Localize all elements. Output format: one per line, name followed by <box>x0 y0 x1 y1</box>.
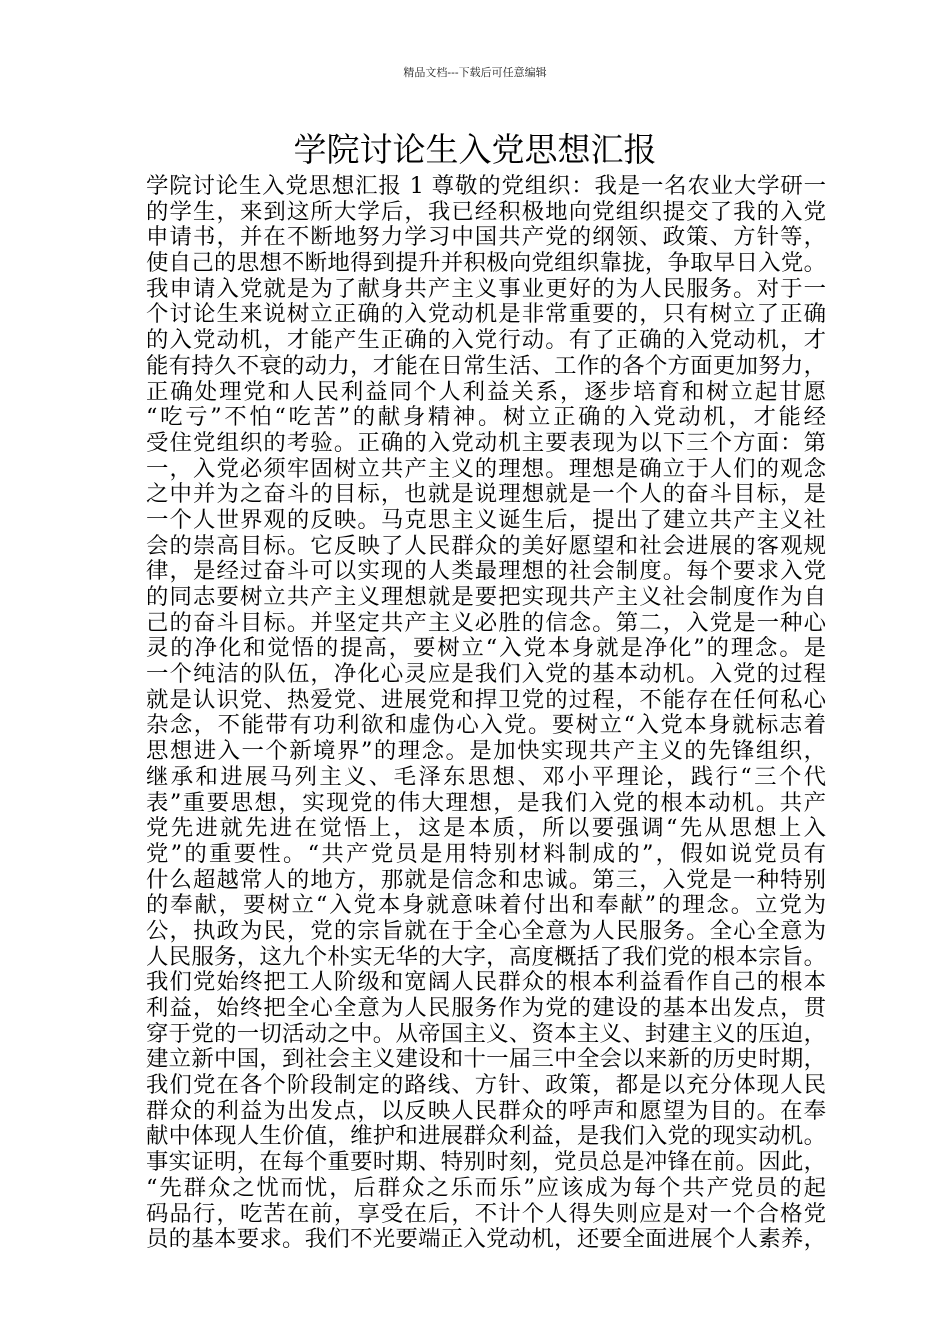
body-line: 使自己的思想不断地得到提升并积极向党组织靠拢，争取早日入党。 <box>146 250 826 277</box>
body-line: 人民服务，这九个朴实无华的大字，高度概括了我们党的根本宗旨。 <box>146 943 826 970</box>
body-line: 正确处理党和人民利益同个人利益关系，逐步培育和树立起甘愿 <box>146 378 826 405</box>
body-line: 律，是经过奋斗可以实现的人类最理想的社会制度。每个要求入党 <box>146 558 826 585</box>
body-line: 灵的净化和觉悟的提高，要树立“入党本身就是净化”的理念。是 <box>146 635 826 662</box>
body-line: 码品行，吃苦在前，享受在后，不计个人得失则应是对一个合格党 <box>146 1200 826 1227</box>
body-line: 受住党组织的考验。正确的入党动机主要表现为以下三个方面：第 <box>146 429 826 456</box>
body-line: 我们党始终把工人阶级和宽阔人民群众的根本利益看作自己的根本 <box>146 969 826 996</box>
body-line: 一个纯洁的队伍，净化心灵应是我们入党的基本动机。入党的过程 <box>146 661 826 688</box>
body-line: 就是认识党、热爱党、进展党和捍卫党的过程，不能存在任何私心 <box>146 686 826 713</box>
body-line: 党”的重要性。“共产党员是用特别材料制成的”，假如说党员有 <box>146 840 826 867</box>
body-line: “吃亏”不怕“吃苦”的献身精神。树立正确的入党动机，才能经 <box>146 404 826 431</box>
body-line: 的学生，来到这所大学后，我已经积极地向党组织提交了我的入党 <box>146 198 826 225</box>
body-line: 建立新中国，到社会主义建设和十一届三中全会以来新的历史时期， <box>146 1046 826 1073</box>
body-line: 事实证明，在每个重要时期、特别时刻，党员总是冲锋在前。因此， <box>146 1149 826 1176</box>
body-line: 群众的利益为出发点，以反映人民群众的呼声和愿望为目的。在奉 <box>146 1097 826 1124</box>
body-line: 学院讨论生入党思想汇报 1 尊敬的党组织：我是一名农业大学研一 <box>146 173 826 199</box>
body-line: 献中体现人生价值，维护和进展群众利益，是我们入党的现实动机。 <box>146 1123 826 1150</box>
body-line: 的奉献，要树立“入党本身就意味着付出和奉献”的理念。立党为 <box>146 892 826 919</box>
body-line: 我们党在各个阶段制定的路线、方针、政策，都是以充分体现人民 <box>146 1072 826 1099</box>
body-line: 个讨论生来说树立正确的入党动机是非常重要的，只有树立了正确 <box>146 301 826 328</box>
document-body <box>146 174 826 1253</box>
body-line: 表”重要思想，实现党的伟大理想，是我们入党的根本动机。共产 <box>146 789 826 816</box>
body-line: 的入党动机，才能产生正确的入党行动。有了正确的入党动机，才 <box>146 327 826 354</box>
body-line: 会的崇高目标。它反映了人民群众的美好愿望和社会进展的客观规 <box>146 532 826 559</box>
body-line: 的同志要树立共产主义理想就是要把实现共产主义社会制度作为自 <box>146 584 826 610</box>
body-line: 思想进入一个新境界”的理念。是加快实现共产主义的先锋组织， <box>146 738 826 765</box>
body-line: 己的奋斗目标。并坚定共产主义必胜的信念。第二，入党是一种心 <box>146 609 826 636</box>
body-line: 什么超越常人的地方，那就是信念和忠诚。第三，入党是一种特别 <box>146 866 826 893</box>
body-line: 申请书，并在不断地努力学习中国共产党的纲领、政策、方针等， <box>146 224 826 251</box>
body-line: 我申请入党就是为了献身共产主义事业更好的为人民服务。对于一 <box>146 275 826 302</box>
body-line: 党先进就先进在觉悟上，这是本质，所以要强调“先从思想上入 <box>146 815 826 842</box>
body-line: 继承和进展马列主义、毛泽东思想、邓小平理论，践行“三个代 <box>146 763 826 790</box>
body-line: 公，执政为民，党的宗旨就在于全心全意为人民服务。全心全意为 <box>146 917 826 944</box>
body-line: 员的基本要求。我们不光要端正入党动机，还要全面进展个人素养， <box>146 1226 826 1253</box>
document-title: 学院讨论生入党思想汇报 <box>293 130 657 169</box>
body-line: 杂念，不能带有功利欲和虚伪心入党。要树立“入党本身就标志着 <box>146 712 826 739</box>
body-line: 能有持久不衰的动力，才能在日常生活、工作的各个方面更加努力， <box>146 352 826 379</box>
body-line: 利益，始终把全心全意为人民服务作为党的建设的基本出发点，贯 <box>146 995 826 1021</box>
body-line: 之中并为之奋斗的目标，也就是说理想就是一个人的奋斗目标，是 <box>146 481 826 508</box>
body-line: 一个人世界观的反映。马克思主义诞生后，提出了建立共产主义社 <box>146 506 826 533</box>
body-line: 穿于党的一切活动之中。从帝国主义、资本主义、封建主义的压迫， <box>146 1020 826 1047</box>
body-line: 一，入党必须牢固树立共产主义的理想。理想是确立于人们的观念 <box>146 455 826 482</box>
header-note: 精品文档---下载后可任意编辑 <box>403 66 547 79</box>
body-line: “先群众之忧而忧，后群众之乐而乐”应该成为每个共产党员的起 <box>146 1174 826 1201</box>
